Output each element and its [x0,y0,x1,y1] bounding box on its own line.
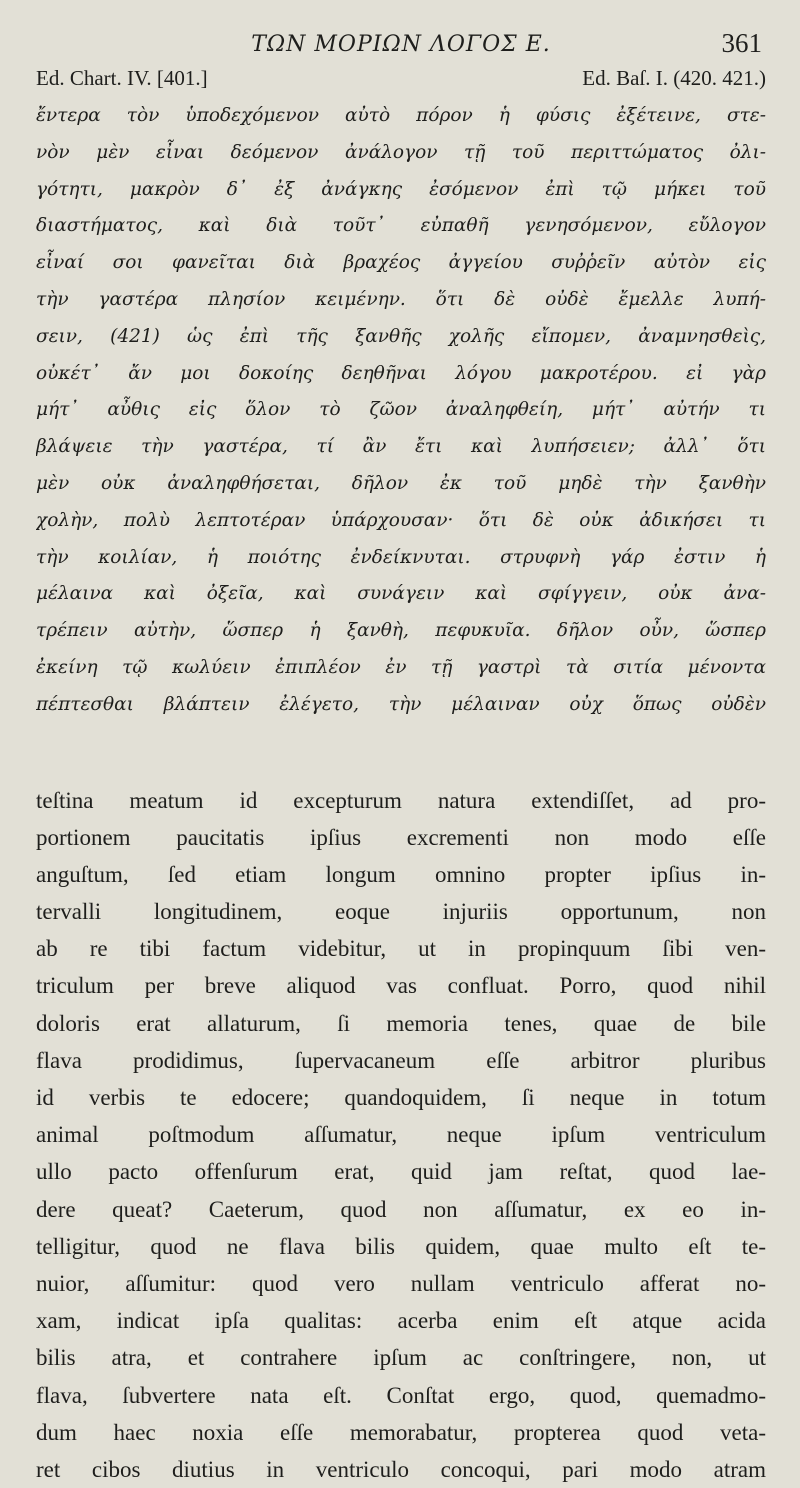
greek-text-block [36,98,766,724]
latin-line: flava, ſubvertere nata eſt. Conſtat ergo, quod, quemadmo- [36,1382,766,1408]
latin-text-block [36,782,766,1488]
greek-line: τρέπειν αὐτὴν, ὥσπερ ἡ ξανθὴ, πεφυκυῖα. δῆλον οὖν, ὥσπερ [36,620,766,642]
latin-line: tervalli longitudinem, eoque injuriis opportunum, non [36,899,766,925]
greek-line: τὴν κοιλίαν, ἡ ποιότης ἐνδείκνυται. στρυφνὴ γάρ ἐστιν ἡ [36,546,766,568]
latin-line: dum haec noxia eſſe memorabatur, propterea quod veta- [36,1419,766,1445]
latin-line: ab re tibi factum videbitur, ut in propinquum ſibi ven- [36,936,766,962]
latin-line: bilis atra, et contrahere ipſum ac conſtringere, non, ut [36,1345,766,1371]
latin-line: dere queat? Caeterum, quod non aſſumatur, ex eo in- [36,1196,766,1222]
greek-line: μήτ᾽ αὖθις εἰς ὅλον τὸ ζῶον ἀναληφθείη, μήτ᾽ αὐτήν τι [36,399,766,421]
latin-line: portionem paucitatis ipſius excrementi non modo eſſe [36,824,766,850]
greek-line: τὴν γαστέρα πλησίον κειμένην. ὅτι δὲ οὐδὲ ἔμελλε λυπή- [36,288,766,310]
latin-line: id verbis te edocere; quandoquidem, ſi neque in totum [36,1085,766,1111]
running-title: ΤΩΝ ΜΟΡΙΩΝ ΛΟΓΟΣ Ε. [251,32,551,57]
greek-line: μὲν οὐκ ἀναληφθήσεται, δῆλον ἐκ τοῦ μηδὲ τὴν ξανθὴν [36,472,766,494]
latin-line: doloris erat allaturum, ſi memoria tenes, quae de bile [36,1010,766,1036]
greek-line: ἔντερα τὸν ὑποδεχόμενον αὐτὸ πόρον ἡ φύσις ἐξέτεινε, στε- [36,105,766,126]
greek-line: νὸν μὲν εἶναι δεόμενον ἀνάλογον τῇ τοῦ περιττώματος ὀλι- [36,141,766,163]
greek-line: γότητι, μακρὸν δ᾽ ἐξ ἀνάγκης ἐσόμενον ἐπὶ τῷ μήκει τοῦ [36,178,766,200]
running-head [36,18,766,58]
edition-chart-reference: Ed. Chart. IV. [401.] [36,66,208,90]
greek-line: πέπτεσθαι βλάπτειν ἐλέγετο, τὴν μέλαιναν οὐχ ὅπως οὐδὲν [36,693,766,715]
greek-line: εἶναί σοι φανεῖται διὰ βραχέος ἀγγείου συῤῥεῖν αὐτὸν εἰς [36,252,766,274]
latin-line: ullo pacto offenſurum erat, quid jam reſtat, quod lae- [36,1159,766,1185]
latin-line: animal poſtmodum aſſumatur, neque ipſum ventriculum [36,1122,766,1148]
latin-line: teſtina meatum id excepturum natura extendiſſet, ad pro- [36,787,766,813]
greek-line: σειν, (421) ὡς ἐπὶ τῆς ξανθῆς χολῆς εἴπομεν, ἀναμνησθεὶς, [36,325,766,347]
greek-line: διαστήματος, καὶ διὰ τοῦτ᾽ εὐπαθῆ γενησόμενον, εὔλογον [36,215,766,237]
latin-line: nuior, aſſumitur: quod vero nullam ventriculo afferat no- [36,1270,766,1296]
greek-line: χολὴν, πολὺ λεπτοτέραν ὑπάρχουσαν· ὅτι δὲ οὐκ ἀδικήσει τι [36,509,766,531]
latin-line: telligitur, quod ne flava bilis quidem, quae multo eſt te- [36,1233,766,1259]
latin-line: flava prodidimus, ſupervacaneum eſſe arbitror pluribus [36,1047,766,1073]
greek-line: οὐκέτ᾽ ἄν μοι δοκοίης δεηθῆναι λόγου μακροτέρου. εἰ γὰρ [36,362,766,384]
greek-line: βλάψειε τὴν γαστέρα, τί ἂν ἔτι καὶ λυπήσειεν; ἀλλ᾽ ὅτι [36,436,766,458]
latin-line: triculum per breve aliquod vas confluat. Porro, quod nihil [36,973,766,999]
latin-line: anguſtum, ſed etiam longum omnino propter ipſius in- [36,861,766,887]
edition-basel-reference: Ed. Baſ. I. (420. 421.) [582,66,766,90]
greek-line: μέλαινα καὶ ὀξεῖα, καὶ συνάγειν καὶ σφίγγειν, οὐκ ἀνα- [36,583,766,605]
latin-line: xam, indicat ipſa qualitas: acerba enim eſt atque acida [36,1308,766,1334]
page-number: 361 [721,28,762,58]
greek-line: ἐκείνη τῷ κωλύειν ἐπιπλέον ἐν τῇ γαστρὶ τὰ σιτία μένοντα [36,656,766,678]
edition-references [36,66,766,96]
latin-line: ret cibos diutius in ventriculo concoqui, pari modo atram [36,1456,766,1482]
